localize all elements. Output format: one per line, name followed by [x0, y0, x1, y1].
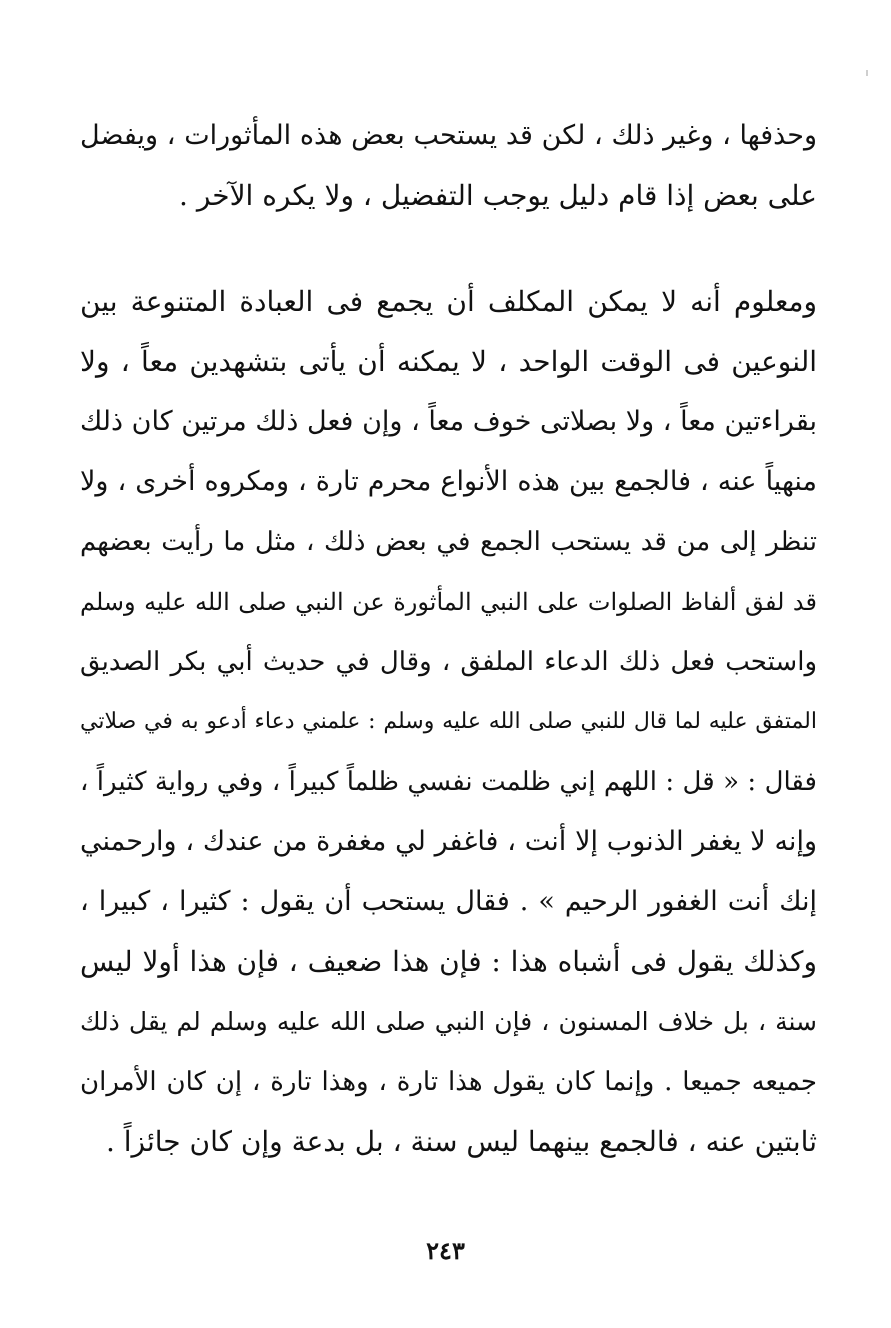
- text-line: منهياً عنه ، فالجمع بين هذه الأنواع محرم تارة ، ومكروه أخرى ، ولا: [80, 466, 817, 497]
- text-line: النوعين فى الوقت الواحد ، لا يمكنه أن يأتى بتشهدين معاً ، ولا: [80, 345, 817, 378]
- text-line: وإنه لا يغفر الذنوب إلا أنت ، فاغفر لي مغفرة من عندك ، وارحمني: [80, 826, 817, 857]
- text-line: قد لفق ألفاظ الصلوات على النبي المأثورة عن النبي صلى الله عليه وسلم: [80, 588, 817, 616]
- text-line: ومعلوم أنه لا يمكن المكلف أن يجمع فى العبادة المتنوعة بين: [80, 285, 817, 318]
- text-line: إنك أنت الغفور الرحيم » . فقال يستحب أن يقول : كثيرا ، كبيرا ،: [80, 886, 817, 917]
- text-line: ثابتين عنه ، فالجمع بينهما ليس سنة ، بل بدعة وإن كان جائزاً .: [105, 1125, 817, 1158]
- text-line: واستحب فعل ذلك الدعاء الملفق ، وقال في حديث أبي بكر الصديق: [80, 647, 817, 677]
- paragraph-1: [80, 106, 817, 226]
- text-line: فقال : « قل : اللهم إني ظلمت نفسي ظلماً كبيراً ، وفي رواية كثيراً ،: [80, 767, 817, 797]
- text-line: بقراءتين معاً ، ولا بصلاتى خوف معاً ، وإن فعل ذلك مرتين كان ذلك: [80, 406, 817, 437]
- paragraph-2: [80, 272, 817, 1172]
- text-line: وكذلك يقول فى أشباه هذا : فإن هذا ضعيف ، فإن هذا أولا ليس: [80, 945, 817, 978]
- text-line: وحذفها ، وغير ذلك ، لكن قد يستحب بعض هذه المأثورات ، ويفضل: [80, 120, 817, 151]
- text-line: المتفق عليه لما قال للنبي صلى الله عليه وسلم : علمني دعاء أدعو به في صلاتي: [80, 709, 817, 734]
- text-line: تنظر إلى من قد يستحب الجمع في بعض ذلك ، مثل ما رأيت بعضهم: [80, 527, 817, 557]
- text-line: سنة ، بل خلاف المسنون ، فإن النبي صلى الله عليه وسلم لم يقل ذلك: [80, 1007, 817, 1036]
- page-number: ٢٤٣: [426, 1236, 465, 1265]
- margin-mark: [866, 70, 868, 76]
- text-line: جميعه جميعا . وإنما كان يقول هذا تارة ، وهذا تارة ، إن كان الأمران: [80, 1067, 817, 1097]
- text-line: على بعض إذا قام دليل يوجب التفضيل ، ولا يكره الآخر .: [179, 179, 817, 212]
